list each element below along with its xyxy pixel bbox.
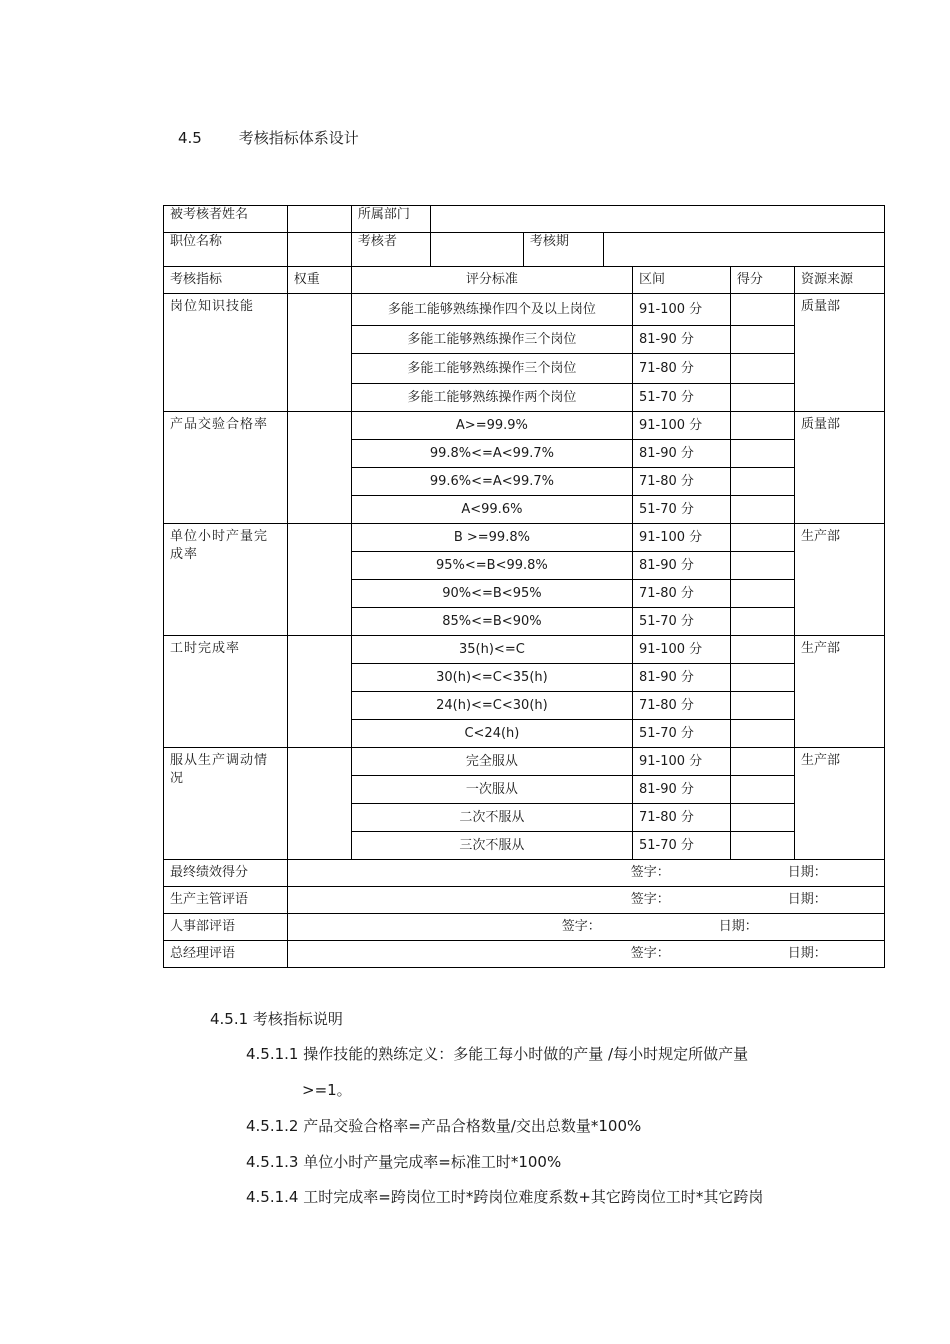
standard-cell: 一次服从	[351, 776, 632, 804]
standard-cell: 完全服从	[351, 748, 632, 776]
score-cell[interactable]	[730, 524, 794, 552]
standard-cell: B >=99.8%	[351, 524, 632, 552]
range-cell: 71-80 分	[632, 468, 730, 496]
source-cell: 生产部	[794, 524, 884, 636]
assessor-label: 考核者	[352, 233, 431, 266]
range-cell: 51-70 分	[632, 720, 730, 748]
standard-cell: 多能工能够熟练操作三个岗位	[351, 354, 632, 384]
range-cell: 91-100 分	[632, 294, 730, 326]
section-heading	[178, 127, 359, 148]
range-cell: 81-90 分	[632, 552, 730, 580]
footer-comment-cell[interactable]	[287, 887, 884, 914]
range-cell: 81-90 分	[632, 440, 730, 468]
score-cell[interactable]	[730, 412, 794, 440]
col-header-source: 资源来源	[794, 267, 884, 294]
footer-row	[164, 887, 885, 914]
position-field[interactable]	[287, 233, 351, 267]
position-label: 职位名称	[164, 233, 288, 267]
info-row-1	[164, 206, 885, 233]
footer-row	[164, 860, 885, 887]
footer-comment-cell[interactable]	[287, 860, 884, 887]
footer-row	[164, 941, 885, 968]
section-title: 考核指标体系设计	[238, 129, 359, 147]
source-cell: 生产部	[794, 636, 884, 748]
range-cell: 81-90 分	[632, 326, 730, 354]
weight-cell[interactable]	[287, 748, 351, 860]
footer-comment-cell[interactable]	[287, 914, 884, 941]
range-cell: 51-70 分	[632, 608, 730, 636]
employee-name-label: 被考核者姓名	[164, 206, 288, 233]
source-cell: 质量部	[794, 412, 884, 524]
footer-comment-cell[interactable]	[287, 941, 884, 968]
standard-cell: 24(h)<=C<30(h)	[351, 692, 632, 720]
range-cell: 51-70 分	[632, 832, 730, 860]
criteria-row	[164, 748, 885, 776]
weight-cell[interactable]	[287, 412, 351, 524]
info-row-2	[164, 233, 885, 267]
standard-cell: 85%<=B<90%	[351, 608, 632, 636]
weight-cell[interactable]	[287, 636, 351, 748]
assessor-field[interactable]	[431, 233, 524, 266]
evaluation-table	[163, 205, 885, 968]
department-label: 所属部门	[352, 206, 431, 232]
criteria-row	[164, 412, 885, 440]
range-cell: 91-100 分	[632, 524, 730, 552]
col-header-indicator: 考核指标	[164, 267, 288, 294]
score-cell[interactable]	[730, 636, 794, 664]
date-label: 日期：	[718, 919, 758, 934]
score-cell[interactable]	[730, 440, 794, 468]
standard-cell: A<99.6%	[351, 496, 632, 524]
note-item: 4.5.1.1 操作技能的熟练定义：多能工每小时做的产量 /每小时规定所做产量	[246, 1045, 749, 1063]
score-cell[interactable]	[730, 384, 794, 412]
standard-cell: 多能工能够熟练操作三个岗位	[351, 326, 632, 354]
range-cell: 51-70 分	[632, 384, 730, 412]
note-item: >=1。	[302, 1081, 352, 1099]
date-label: 日期：	[787, 946, 827, 961]
note-item: 4.5.1.3 单位小时产量完成率=标准工时*100%	[246, 1153, 562, 1171]
footer-label: 生产主管评语	[164, 887, 288, 914]
score-cell[interactable]	[730, 580, 794, 608]
standard-cell: 90%<=B<95%	[351, 580, 632, 608]
range-cell: 91-100 分	[632, 636, 730, 664]
range-cell: 91-100 分	[632, 412, 730, 440]
standard-cell: 多能工能够熟练操作四个及以上岗位	[351, 294, 632, 326]
standard-cell: A>=99.9%	[351, 412, 632, 440]
score-cell[interactable]	[730, 832, 794, 860]
col-header-weight: 权重	[287, 267, 351, 294]
period-field[interactable]	[604, 233, 884, 266]
standard-cell: 99.6%<=A<99.7%	[351, 468, 632, 496]
signature-label: 签字：	[630, 892, 670, 907]
indicator-name: 服从生产调动情况	[164, 748, 288, 860]
criteria-row	[164, 294, 885, 326]
footer-label: 最终绩效得分	[164, 860, 288, 887]
score-cell[interactable]	[730, 748, 794, 776]
signature-label: 签字：	[630, 946, 670, 961]
score-cell[interactable]	[730, 664, 794, 692]
standard-cell: 多能工能够熟练操作两个岗位	[351, 384, 632, 412]
score-cell[interactable]	[730, 608, 794, 636]
standard-cell: 95%<=B<99.8%	[351, 552, 632, 580]
note-item: 4.5.1.4 工时完成率=跨岗位工时*跨岗位难度系数+其它跨岗位工时*其它跨岗	[246, 1188, 764, 1206]
date-label: 日期：	[787, 892, 827, 907]
col-header-standard: 评分标准	[351, 267, 632, 294]
score-cell[interactable]	[730, 804, 794, 832]
employee-name-field[interactable]	[287, 206, 351, 233]
signature-label: 签字：	[630, 865, 670, 880]
criteria-row	[164, 524, 885, 552]
score-cell[interactable]	[730, 354, 794, 384]
score-cell[interactable]	[730, 496, 794, 524]
indicator-name: 岗位知识技能	[164, 294, 288, 412]
period-label: 考核期	[524, 233, 604, 266]
score-cell[interactable]	[730, 468, 794, 496]
range-cell: 71-80 分	[632, 580, 730, 608]
column-header-row	[164, 267, 885, 294]
score-cell[interactable]	[730, 720, 794, 748]
date-label: 日期：	[787, 865, 827, 880]
standard-cell: 99.8%<=A<99.7%	[351, 440, 632, 468]
notes-title: 4.5.1 考核指标说明	[210, 1010, 343, 1028]
standard-cell: C<24(h)	[351, 720, 632, 748]
indicator-name: 工时完成率	[164, 636, 288, 748]
score-cell[interactable]	[730, 552, 794, 580]
range-cell: 71-80 分	[632, 692, 730, 720]
range-cell: 81-90 分	[632, 776, 730, 804]
standard-cell: 三次不服从	[351, 832, 632, 860]
standard-cell: 35(h)<=C	[351, 636, 632, 664]
standard-cell: 二次不服从	[351, 804, 632, 832]
indicator-name: 产品交验合格率	[164, 412, 288, 524]
range-cell: 51-70 分	[632, 496, 730, 524]
range-cell: 71-80 分	[632, 354, 730, 384]
note-item: 4.5.1.2 产品交验合格率=产品合格数量/交出总数量*100%	[246, 1117, 642, 1135]
standard-cell: 30(h)<=C<35(h)	[351, 664, 632, 692]
department-field[interactable]	[431, 206, 884, 232]
score-cell[interactable]	[730, 776, 794, 804]
criteria-row	[164, 636, 885, 664]
col-header-range: 区间	[632, 267, 730, 294]
weight-cell[interactable]	[287, 294, 351, 412]
range-cell: 91-100 分	[632, 748, 730, 776]
col-header-score: 得分	[730, 267, 794, 294]
footer-label: 人事部评语	[164, 914, 288, 941]
source-cell: 质量部	[794, 294, 884, 412]
score-cell[interactable]	[730, 294, 794, 326]
range-cell: 71-80 分	[632, 804, 730, 832]
weight-cell[interactable]	[287, 524, 351, 636]
score-cell[interactable]	[730, 326, 794, 354]
footer-row	[164, 914, 885, 941]
range-cell: 81-90 分	[632, 664, 730, 692]
score-cell[interactable]	[730, 692, 794, 720]
section-number: 4.5	[178, 129, 202, 147]
indicator-name: 单位小时产量完成率	[164, 524, 288, 636]
source-cell: 生产部	[794, 748, 884, 860]
footer-label: 总经理评语	[164, 941, 288, 968]
signature-label: 签字：	[561, 919, 601, 934]
